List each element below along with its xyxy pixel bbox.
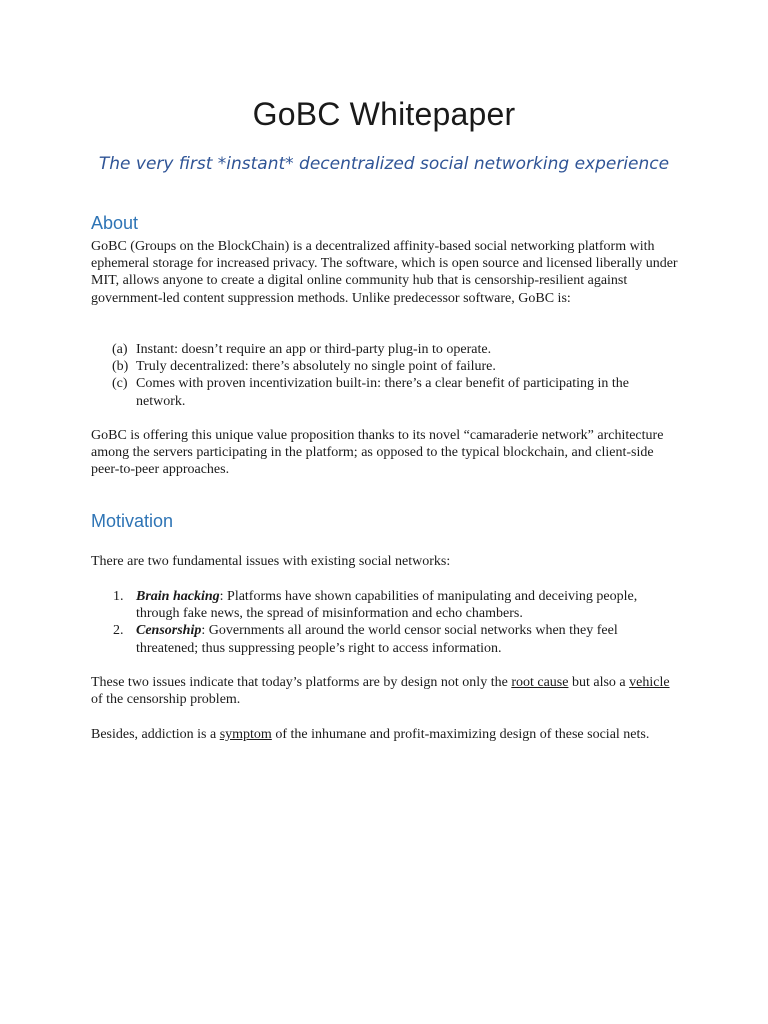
list-marker: (c) xyxy=(112,376,128,392)
paragraph-text: of the censorship problem. xyxy=(91,692,241,708)
list-item-text: Instant: doesn’t require an app or third-party plug-in to operate. xyxy=(136,342,492,357)
list-item xyxy=(91,341,681,358)
motivation-heading: Motivation xyxy=(91,511,174,531)
motivation-addiction-paragraph xyxy=(91,726,681,743)
list-item xyxy=(91,588,681,622)
root-cause-underlined: root cause xyxy=(511,675,569,690)
paragraph-text: of the inhumane and profit-maximizing design of these social nets. xyxy=(271,727,650,742)
motivation-root-cause-paragraph xyxy=(91,674,681,708)
paragraph-text: These two issues indicate that today’s platforms are by design not only the xyxy=(91,675,512,690)
issue-description: : Governments all around the world censor social networks when they feel threatened; thus suppressing people’s right to access information. xyxy=(136,623,618,656)
list-marker: (a) xyxy=(112,342,128,357)
about-heading: About xyxy=(91,213,139,233)
about-intro-paragraph: GoBC (Groups on the BlockChain) is a decentralized affinity-based social networking platform with ephemeral storage for increased privacy. The software, which is open source and licensed liberally under MIT, allows anyone to create a digital online community hub that is censorship-resilient against government-led content suppression methods. Unlike predecessor software, GoBC is: xyxy=(91,239,678,306)
vehicle-underlined: vehicle xyxy=(629,675,670,690)
motivation-intro-paragraph: There are two fundamental issues with existing social networks: xyxy=(91,554,451,569)
list-item xyxy=(91,622,681,656)
paragraph-text: but also a xyxy=(568,675,630,690)
document-subtitle: The very first *instant* decentralized social networking experience xyxy=(98,154,670,174)
issue-description: : Platforms have shown capabilities of manipulating and deceiving people, through fake news, the spread of misinformation and echo chambers. xyxy=(136,589,638,622)
list-item xyxy=(91,375,681,409)
about-feature-list xyxy=(91,341,681,410)
paragraph-text: Besides, addiction is a xyxy=(91,727,220,742)
symptom-underlined: symptom xyxy=(219,727,272,742)
list-item-text: Truly decentralized: there’s absolutely no single point of failure. xyxy=(136,359,496,375)
list-item-text: Comes with proven incentivization built-in: there’s a clear benefit of participating in the network. xyxy=(136,376,629,409)
list-marker: 2. xyxy=(113,623,124,639)
list-marker: (b) xyxy=(112,359,129,375)
document-title: GoBC Whitepaper xyxy=(252,96,516,132)
list-item xyxy=(91,358,681,375)
issue-term: Brain hacking xyxy=(136,589,220,604)
list-marker: 1. xyxy=(113,589,124,604)
motivation-issue-list xyxy=(91,588,681,657)
issue-term: Censorship xyxy=(136,623,202,639)
about-closing-paragraph: GoBC is offering this unique value proposition thanks to its novel “camaraderie network” architecture among the servers participating in the platform; as opposed to the typical blockchain, and client-side peer-to-peer approaches. xyxy=(91,428,664,478)
